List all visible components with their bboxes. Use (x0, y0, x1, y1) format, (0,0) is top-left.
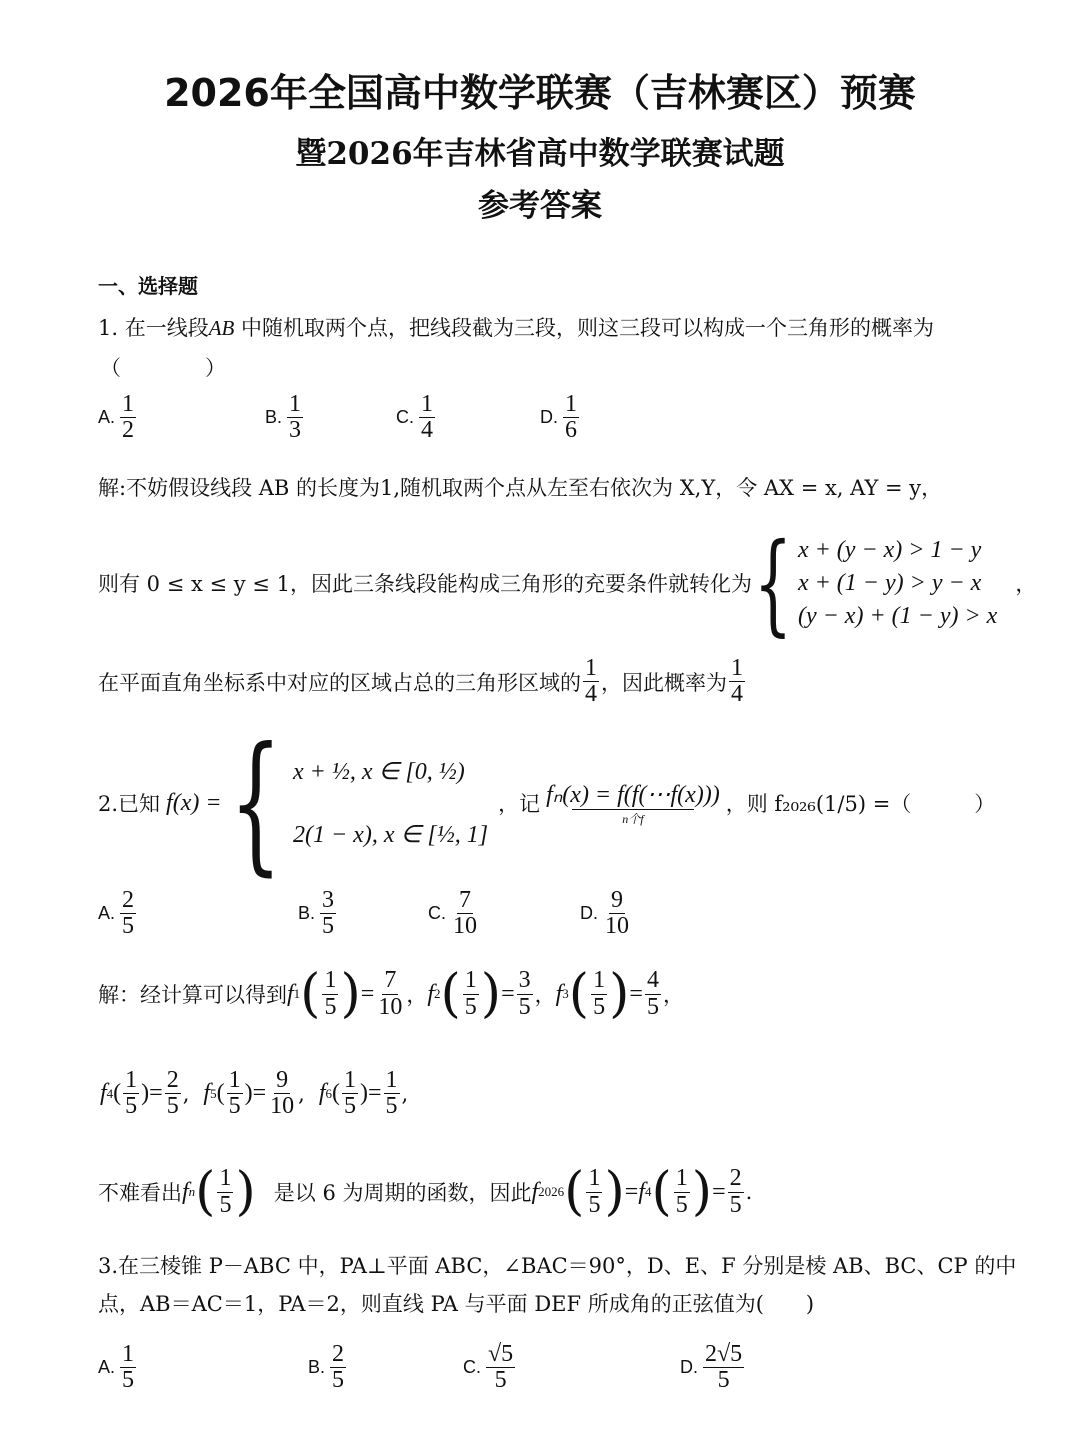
q2-stem (98, 716, 996, 890)
q2-tail: ，则 f₂₀₂₆(1/5) =（ ） (725, 792, 996, 816)
equals: = (712, 1178, 726, 1205)
fraction (376, 968, 404, 1019)
q1-solution-1: 解:不妨假设线段 AB 的长度为1,随机取两个点从左至右依次为 X,Y，令 AX = x, AY = y， (98, 476, 943, 500)
q2-conclusion-a: 不难看出 (98, 1181, 182, 1205)
q2-option-b (298, 888, 338, 939)
fraction-den: 5 (646, 993, 659, 1020)
q2-conclusion-b: 是以 6 为周期的函数，因此 (273, 1181, 532, 1205)
subscript: 6 (325, 1085, 332, 1101)
fraction-num: 2 (166, 1067, 179, 1093)
option-label: B. (298, 903, 316, 924)
fraction-num: 2 (122, 887, 135, 913)
fraction (463, 968, 479, 1019)
equals: = (252, 1080, 267, 1107)
fraction (603, 888, 631, 939)
q1-paren: （ ） (100, 356, 226, 380)
f-symbol: f (638, 1178, 645, 1205)
fraction-num: 1 (125, 1067, 138, 1093)
paren: ) (604, 1162, 625, 1222)
q2-note: ，记 (498, 792, 541, 816)
fraction (123, 1068, 139, 1119)
fraction (729, 656, 745, 707)
q1-solution-3 (98, 656, 747, 707)
f-symbol: f (318, 1080, 326, 1107)
comma: , (401, 1081, 409, 1106)
fraction (591, 968, 607, 1019)
fraction-num: 3 (518, 967, 531, 994)
fraction-den: 4 (731, 681, 743, 708)
fraction-num: 1 (585, 655, 597, 681)
f-symbol: f (203, 1080, 211, 1107)
fraction-den: 10 (378, 993, 403, 1020)
title-line-2: 暨2026年吉林省高中数学联赛试题 (295, 136, 785, 172)
fraction-num: 3 (322, 887, 335, 913)
fraction-num: 7 (459, 887, 471, 913)
paren: ) (359, 1080, 368, 1107)
inequality-system (798, 537, 997, 630)
subscript: n (188, 1184, 196, 1199)
fraction-num: 2√5 (705, 1341, 743, 1367)
paren: ( (216, 1080, 225, 1107)
fraction-num: 1 (675, 1165, 688, 1192)
equals: = (149, 1080, 163, 1107)
fraction (342, 1068, 358, 1119)
fraction-num: 1 (343, 1067, 356, 1093)
fraction (583, 656, 599, 707)
f-symbol: f (182, 1178, 189, 1205)
fraction (320, 888, 336, 939)
paren: ) (480, 964, 502, 1024)
q1-stem-ab: AB (208, 316, 235, 340)
f-symbol: f (427, 980, 434, 1007)
fraction (486, 1342, 515, 1393)
q2-fx: f(x) = (166, 789, 222, 816)
q2-prefix: 2.已知 (98, 792, 161, 816)
fraction (645, 968, 661, 1019)
underbrace-label: n个f (572, 809, 693, 827)
fraction-den: 5 (518, 993, 531, 1020)
option-label: D. (540, 407, 558, 428)
fraction-num: 1 (731, 655, 743, 681)
fraction (120, 392, 136, 443)
comma: ， (534, 983, 556, 1007)
fraction-den: 6 (565, 417, 577, 444)
fraction-num: 1 (421, 391, 433, 417)
fn-definition (546, 780, 720, 827)
fraction-den: 10 (605, 913, 629, 940)
fraction-den: 10 (453, 913, 477, 940)
fraction (674, 1166, 690, 1217)
inequality-1: x + (y − x) > 1 − y (797, 536, 982, 563)
fraction-num: √5 (488, 1341, 514, 1367)
fraction (287, 392, 303, 443)
paren: ( (195, 1162, 216, 1222)
paren: ( (651, 1162, 672, 1222)
fraction-num: 1 (122, 391, 135, 417)
comma: ， (1015, 572, 1037, 596)
q2-option-c (428, 888, 481, 939)
fraction-den: 5 (464, 993, 477, 1020)
inequality-3: (y − x) + (1 − y) > x (797, 602, 998, 629)
subscript: 2 (433, 986, 441, 1001)
fraction (419, 392, 435, 443)
fraction-den: 5 (122, 1367, 135, 1394)
fraction (217, 1166, 233, 1217)
q1-stem (98, 312, 934, 342)
q1-solution-3-text-a: 在平面直角坐标系中对应的区域占总的三角形区域的 (98, 670, 581, 695)
q1-stem-b: 中随机取两个点，把线段截为三段，则这三段可以构成一个三角形的概率为 (234, 316, 935, 340)
fraction-den: 10 (270, 1093, 295, 1120)
fraction (268, 1068, 296, 1119)
option-label: C. (463, 1357, 481, 1378)
fraction-den: 5 (228, 1093, 241, 1120)
q3-option-a (98, 1342, 138, 1393)
paren: ( (300, 964, 321, 1024)
fraction-num: 2 (729, 1165, 742, 1192)
fraction-num: 1 (219, 1165, 232, 1192)
fn-expression: fₙ(x) = f(f(⋯f(x))) (546, 781, 720, 808)
fraction-num: 2 (332, 1341, 345, 1367)
fraction (451, 888, 479, 939)
fraction-den: 5 (717, 1367, 730, 1394)
paren: ( (113, 1080, 122, 1107)
f-symbol: f (555, 980, 563, 1007)
paren: ( (564, 1162, 585, 1222)
comma: ， (406, 983, 428, 1007)
fraction-den: 3 (289, 417, 302, 444)
fraction-den: 5 (593, 993, 606, 1020)
f-symbol: f (531, 1178, 539, 1205)
case-2: 2(1 − x), x ∈ [½, 1] (292, 822, 489, 848)
fraction (586, 1166, 602, 1217)
option-label: C. (396, 407, 414, 428)
q3-option-d (680, 1342, 746, 1393)
option-label: C. (428, 903, 446, 924)
fraction (120, 888, 136, 939)
paren: ( (440, 964, 461, 1024)
equals: = (367, 1080, 382, 1107)
fraction-num: 9 (276, 1067, 289, 1093)
paren: ( (331, 1080, 340, 1107)
fraction-den: 5 (332, 1367, 345, 1394)
q3-option-b (308, 1342, 348, 1393)
title-line-1: 2026年全国高中数学联赛（吉林赛区）预赛 (164, 71, 916, 115)
fraction-num: 1 (122, 1341, 135, 1367)
fraction-den: 5 (219, 1191, 232, 1218)
fraction (728, 1166, 744, 1217)
fraction-den: 5 (125, 1093, 138, 1120)
fraction-num: 4 (646, 967, 659, 994)
fraction (517, 968, 533, 1019)
left-brace: { (753, 519, 793, 647)
fraction (227, 1068, 243, 1119)
fraction-num: 7 (384, 967, 397, 994)
q2-option-d (580, 888, 633, 939)
subscript: 3 (562, 986, 569, 1001)
option-label: B. (265, 407, 283, 428)
fraction (322, 968, 338, 1019)
fraction (563, 392, 579, 443)
q1-option-d (540, 392, 581, 443)
q1-stem-a: 1. 在一线段 (98, 316, 209, 340)
comma: , (182, 1081, 190, 1106)
fraction (330, 1342, 346, 1393)
option-label: A. (98, 407, 116, 428)
q1-solution-2-text: 则有 0 ≤ x ≤ y ≤ 1，因此三条线段能构成三角形的充要条件就转化为 (98, 572, 752, 596)
option-label: A. (98, 903, 116, 924)
fraction-den: 5 (729, 1191, 742, 1218)
q2-solution-1 (98, 964, 684, 1024)
fraction-num: 9 (611, 887, 623, 913)
inequality-2: x + (1 − y) > y − x (797, 569, 982, 596)
q1-option-a (98, 392, 138, 443)
q1-option-c (396, 392, 437, 443)
q2-conclusion (98, 1162, 753, 1222)
q2-solution-2 (100, 1068, 408, 1119)
f-symbol: f (287, 980, 294, 1007)
fraction-den: 5 (494, 1367, 507, 1394)
option-label: A. (98, 1357, 116, 1378)
fraction-den: 5 (588, 1191, 601, 1218)
equals: = (360, 980, 375, 1007)
fraction (384, 1068, 400, 1119)
fraction-den: 5 (385, 1093, 398, 1120)
piecewise-cases (293, 757, 488, 849)
paren: ) (609, 964, 630, 1024)
subscript: 4 (644, 1184, 652, 1199)
q3-option-c (463, 1342, 517, 1393)
equals: = (501, 980, 515, 1007)
fraction-den: 5 (324, 993, 337, 1020)
option-label: B. (308, 1357, 326, 1378)
option-label: D. (680, 1357, 698, 1378)
paren: ) (244, 1080, 253, 1107)
case-1: x + ½, x ∈ [0, ½) (292, 759, 465, 785)
fraction-num: 1 (385, 1067, 398, 1093)
fraction-den: 5 (122, 913, 135, 940)
fraction-num: 1 (228, 1067, 241, 1093)
q1-option-b (265, 392, 305, 443)
q1-solution-3-text-b: ，因此概率为 (601, 670, 727, 695)
q2-option-a (98, 888, 138, 939)
comma: ， (662, 983, 684, 1007)
fraction-den: 4 (421, 417, 433, 444)
equals: = (629, 980, 643, 1007)
fraction-num: 1 (565, 391, 577, 417)
paren: ) (141, 1080, 150, 1107)
subscript: 2026 (538, 1184, 565, 1199)
fraction-num: 1 (324, 967, 337, 994)
fraction-den: 5 (343, 1093, 356, 1120)
subscript: 4 (106, 1085, 114, 1101)
subscript: 1 (293, 986, 301, 1001)
option-label: D. (580, 903, 598, 924)
fraction-den: 5 (166, 1093, 179, 1120)
f-symbol: f (100, 1080, 107, 1107)
fraction (165, 1068, 181, 1119)
fraction-num: 1 (593, 967, 606, 994)
q2-solution-intro: 解：经计算可以得到 (98, 983, 287, 1007)
q3-stem-2: 点，AB＝AC＝1，PA＝2，则直线 PA 与平面 DEF 所成角的正弦值为( ) (98, 1292, 815, 1316)
fraction-num: 1 (588, 1165, 601, 1192)
equals: = (624, 1178, 639, 1205)
period: . (745, 1180, 753, 1204)
section-heading: 一、选择题 (98, 274, 198, 298)
left-brace: { (229, 716, 282, 890)
fraction-num: 1 (464, 967, 477, 994)
fraction (120, 1342, 136, 1393)
paren: ) (340, 964, 361, 1024)
fraction-num: 1 (289, 391, 302, 417)
fraction-den: 4 (585, 681, 597, 708)
fraction-den: 5 (322, 913, 335, 940)
comma: , (298, 1081, 305, 1106)
subscript: 5 (210, 1085, 217, 1101)
paren: ( (568, 964, 590, 1024)
q3-stem-1: 3.在三棱锥 P－ABC 中，PA⊥平面 ABC，∠BAC＝90°，D、E、F 分别是棱 AB、BC、CP 的中 (98, 1254, 1017, 1278)
paren: ) (235, 1162, 256, 1222)
paren: ) (691, 1162, 713, 1222)
fraction (703, 1342, 744, 1393)
q1-solution-2 (98, 519, 1037, 647)
fraction-den: 2 (122, 417, 135, 444)
fraction-den: 5 (675, 1191, 688, 1218)
title-line-3: 参考答案 (478, 188, 602, 224)
